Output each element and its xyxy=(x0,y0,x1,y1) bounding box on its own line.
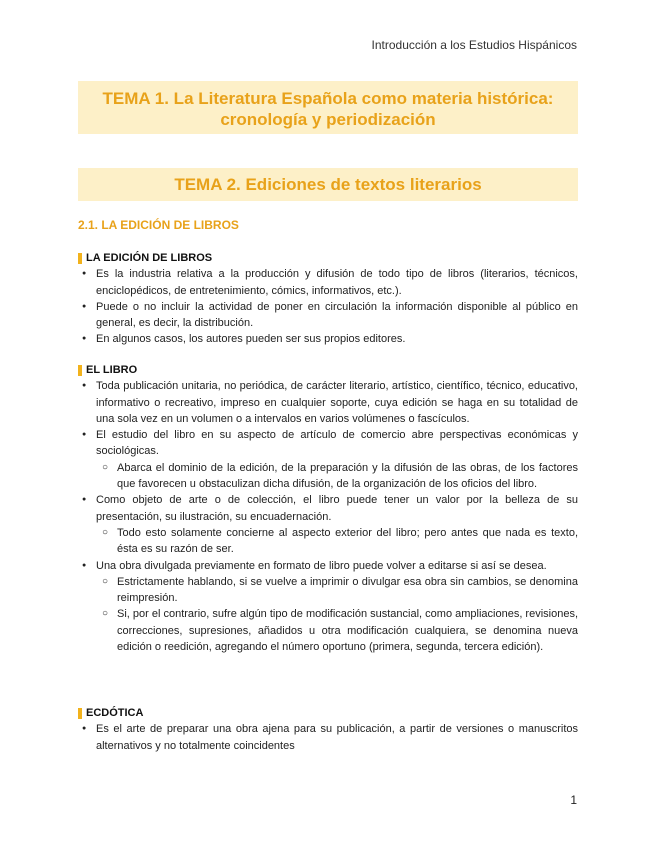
section-title: 2.1. LA EDICIÓN DE LIBROS xyxy=(78,218,239,232)
tema1-title-line2: cronología y periodización xyxy=(220,110,436,129)
list-item: ● Es la industria relativa a la producción y difusión de todo tipo de libros (literarios, técnicos, enciclopédicos, de entretenimiento, cómics, informativos, etc.). xyxy=(78,266,578,299)
sub-list-item: ○ Abarca el dominio de la edición, de la preparación y la difusión de las obras, de los factores que favorecen u obstaculizan dicha difusión, de la organización de los oficios del libro. xyxy=(78,460,578,493)
tema2-title-box xyxy=(78,168,578,201)
page-number: 1 xyxy=(570,793,577,807)
tema1-title-box xyxy=(78,81,578,134)
list-item: ● En algunos casos, los autores pueden ser sus propios editores. xyxy=(78,331,578,347)
block-edicion-libros xyxy=(78,250,578,348)
tema1-title-line1: TEMA 1. La Literatura Española como materia histórica: xyxy=(102,89,554,108)
list-item: ● Es el arte de preparar una obra ajena para su publicación, a partir de versiones o manuscritos alternativos y no totalmente coincidentes xyxy=(78,721,578,754)
sub-list-item: ○ Estrictamente hablando, si se vuelve a imprimir o divulgar esa obra sin cambios, se denomina reimpresión. xyxy=(78,574,578,607)
sub-list-item: ○ Si, por el contrario, sufre algún tipo de modificación sustancial, como ampliaciones, revisiones, correcciones, supresiones, añadidos u otra modificación cualquiera, se denomina nueva edición o reedición, agregando el número oportuno (primera, segunda, tercera edición). xyxy=(78,606,578,655)
list-item: ● Toda publicación unitaria, no periódica, de carácter literario, artístico, científico, técnico, educativo, informativo o recreativo, impreso en cualquier soporte, cuya edición se haga en su totalidad de una sola vez en un volumen o a intervalos en varios volúmenes o fascículos. xyxy=(78,378,578,427)
block-heading xyxy=(78,250,578,266)
tema2-title: TEMA 2. Ediciones de textos literarios xyxy=(174,175,482,194)
sub-list-item: ○ Todo esto solamente concierne al aspecto exterior del libro; pero antes que nada es texto, ésta es su razón de ser. xyxy=(78,525,578,558)
bullet-list xyxy=(78,378,578,655)
list-item: ● Una obra divulgada previamente en formato de libro puede volver a editarse si así se desea. xyxy=(78,558,578,574)
block-heading-text: LA EDICIÓN DE LIBROS xyxy=(86,252,213,264)
block-heading xyxy=(78,705,578,721)
heading-marker-icon xyxy=(78,253,82,264)
block-ecdotica xyxy=(78,705,578,754)
list-item: ● El estudio del libro en su aspecto de artículo de comercio abre perspectivas económicas y sociológicas. xyxy=(78,427,578,460)
heading-marker-icon xyxy=(78,365,82,376)
block-el-libro xyxy=(78,362,578,655)
block-heading xyxy=(78,362,578,378)
block-heading-text: EL LIBRO xyxy=(86,364,138,376)
bullet-list xyxy=(78,721,578,754)
block-heading-text: ECDÓTICA xyxy=(86,707,144,719)
bullet-list xyxy=(78,266,578,347)
list-item: ● Puede o no incluir la actividad de poner en circulación la información disponible al público en general, es decir, la distribución. xyxy=(78,299,578,332)
heading-marker-icon xyxy=(78,708,82,719)
running-header: Introducción a los Estudios Hispánicos xyxy=(371,38,577,52)
list-item: ● Como objeto de arte o de colección, el libro puede tener un valor por la belleza de su presentación, su ilustración, su encuadernación. xyxy=(78,492,578,525)
